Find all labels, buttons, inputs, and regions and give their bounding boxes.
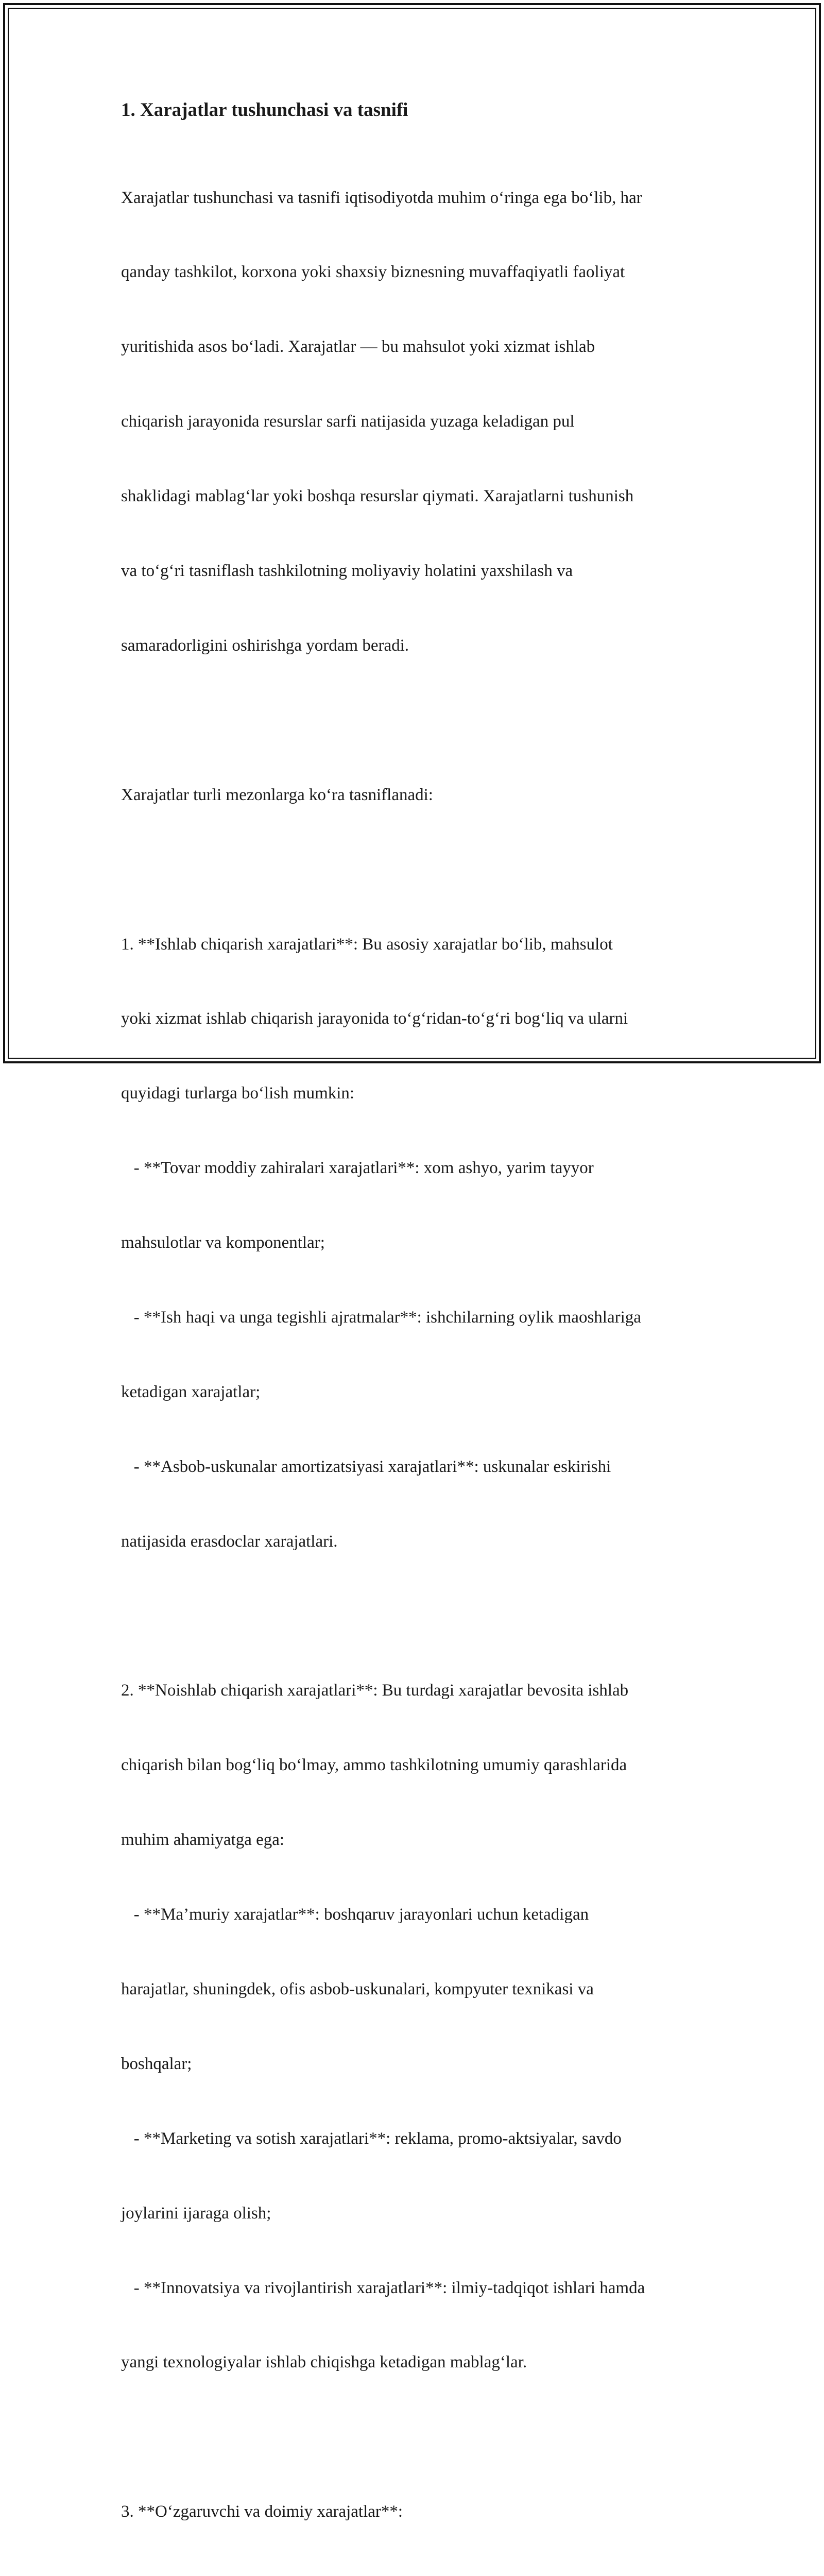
blank-line bbox=[121, 708, 713, 733]
text-line: Xarajatlar tushunchasi va tasnifi iqtisodiyotda muhim o‘ringa ega bo‘lib, har bbox=[121, 188, 642, 207]
blank-line bbox=[121, 857, 713, 882]
text-line bbox=[121, 2574, 713, 2576]
text-line: samaradorligini oshirishga yordam beradi. bbox=[121, 636, 409, 655]
text-line: yangi texnologiyalar ishlab chiqishga ketadigan mablag‘lar. bbox=[121, 2353, 527, 2372]
text-line: harajatlar, shuningdek, ofis asbob-uskunalari, kompyuter texnikasi va bbox=[121, 1979, 594, 1998]
text-line: shaklidagi mablag‘lar yoki boshqa resurslar qiymati. Xarajatlarni tushunish bbox=[121, 487, 634, 506]
text-line: - **Ish haqi va unga tegishli ajratmalar**: ishchilarning oylik maoshlariga bbox=[121, 1308, 641, 1327]
text-line: - **Asbob-uskunalar amortizatsiyasi xarajatlari**: uskunalar eskirishi bbox=[121, 1457, 611, 1476]
text-line: - **Marketing va sotish xarajatlari**: reklama, promo-aktsiyalar, savdo bbox=[121, 2129, 622, 2148]
text-line: - **Tovar moddiy zahiralari xarajatlari**: xom ashyo, yarim tayyor bbox=[121, 1159, 594, 1178]
text-line: 3. **O‘zgaruvchi va doimiy xarajatlar**: bbox=[121, 2502, 403, 2521]
text-line: - **Ma’muriy xarajatlar**: boshqaruv jarayonlari uchun ketadigan bbox=[121, 1905, 589, 1924]
section-heading: 1. Xarajatlar tushunchasi va tasnifi bbox=[121, 99, 408, 121]
text-line: muhim ahamiyatga ega: bbox=[121, 1831, 285, 1850]
text-line: yoki xizmat ishlab chiqarish jarayonida to‘g‘ridan-to‘g‘ri bog‘liq va ularni bbox=[121, 1009, 628, 1028]
text-line: ketadigan xarajatlar; bbox=[121, 1382, 261, 1401]
text-line: mahsulotlar va komponentlar; bbox=[121, 1233, 325, 1252]
blank-line bbox=[121, 2425, 713, 2449]
text-line: chiqarish bilan bog‘liq bo‘lmay, ammo tashkilotning umumiy qarashlarida bbox=[121, 1756, 627, 1775]
text-line: - **Innovatsiya va rivojlantirish xarajatlari**: ilmiy-tadqiqot ishlari hamda bbox=[121, 2278, 645, 2297]
text-line: chiqarish jarayonida resurslar sarfi natijasida yuzaga keladigan pul bbox=[121, 412, 575, 431]
text-line: Xarajatlar turli mezonlarga ko‘ra tasniflanadi: bbox=[121, 785, 433, 804]
document-body bbox=[121, 95, 713, 2576]
text-line: 1. **Ishlab chiqarish xarajatlari**: Bu asosiy xarajatlar bo‘lib, mahsulot bbox=[121, 935, 613, 954]
text-line: joylarini ijaraga olish; bbox=[121, 2204, 271, 2223]
body-text bbox=[121, 135, 713, 2576]
text-line: boshqalar; bbox=[121, 2054, 192, 2073]
text-line: natijasida erasdoclar xarajatlari. bbox=[121, 1532, 338, 1551]
text-line: va to‘g‘ri tasniflash tashkilotning moliyaviy holatini yaxshilash va bbox=[121, 562, 573, 581]
blank-line bbox=[121, 1604, 713, 1629]
text-line: qanday tashkilot, korxona yoki shaxsiy biznesning muvaffaqiyatli faoliyat bbox=[121, 263, 625, 282]
text-line: quyidagi turlarga bo‘lish mumkin: bbox=[121, 1084, 355, 1103]
text-line: 2. **Noishlab chiqarish xarajatlari**: Bu turdagi xarajatlar bevosita ishlab bbox=[121, 1681, 629, 1700]
text-line: yuritishida asos bo‘ladi. Xarajatlar — bu mahsulot yoki xizmat ishlab bbox=[121, 337, 595, 357]
